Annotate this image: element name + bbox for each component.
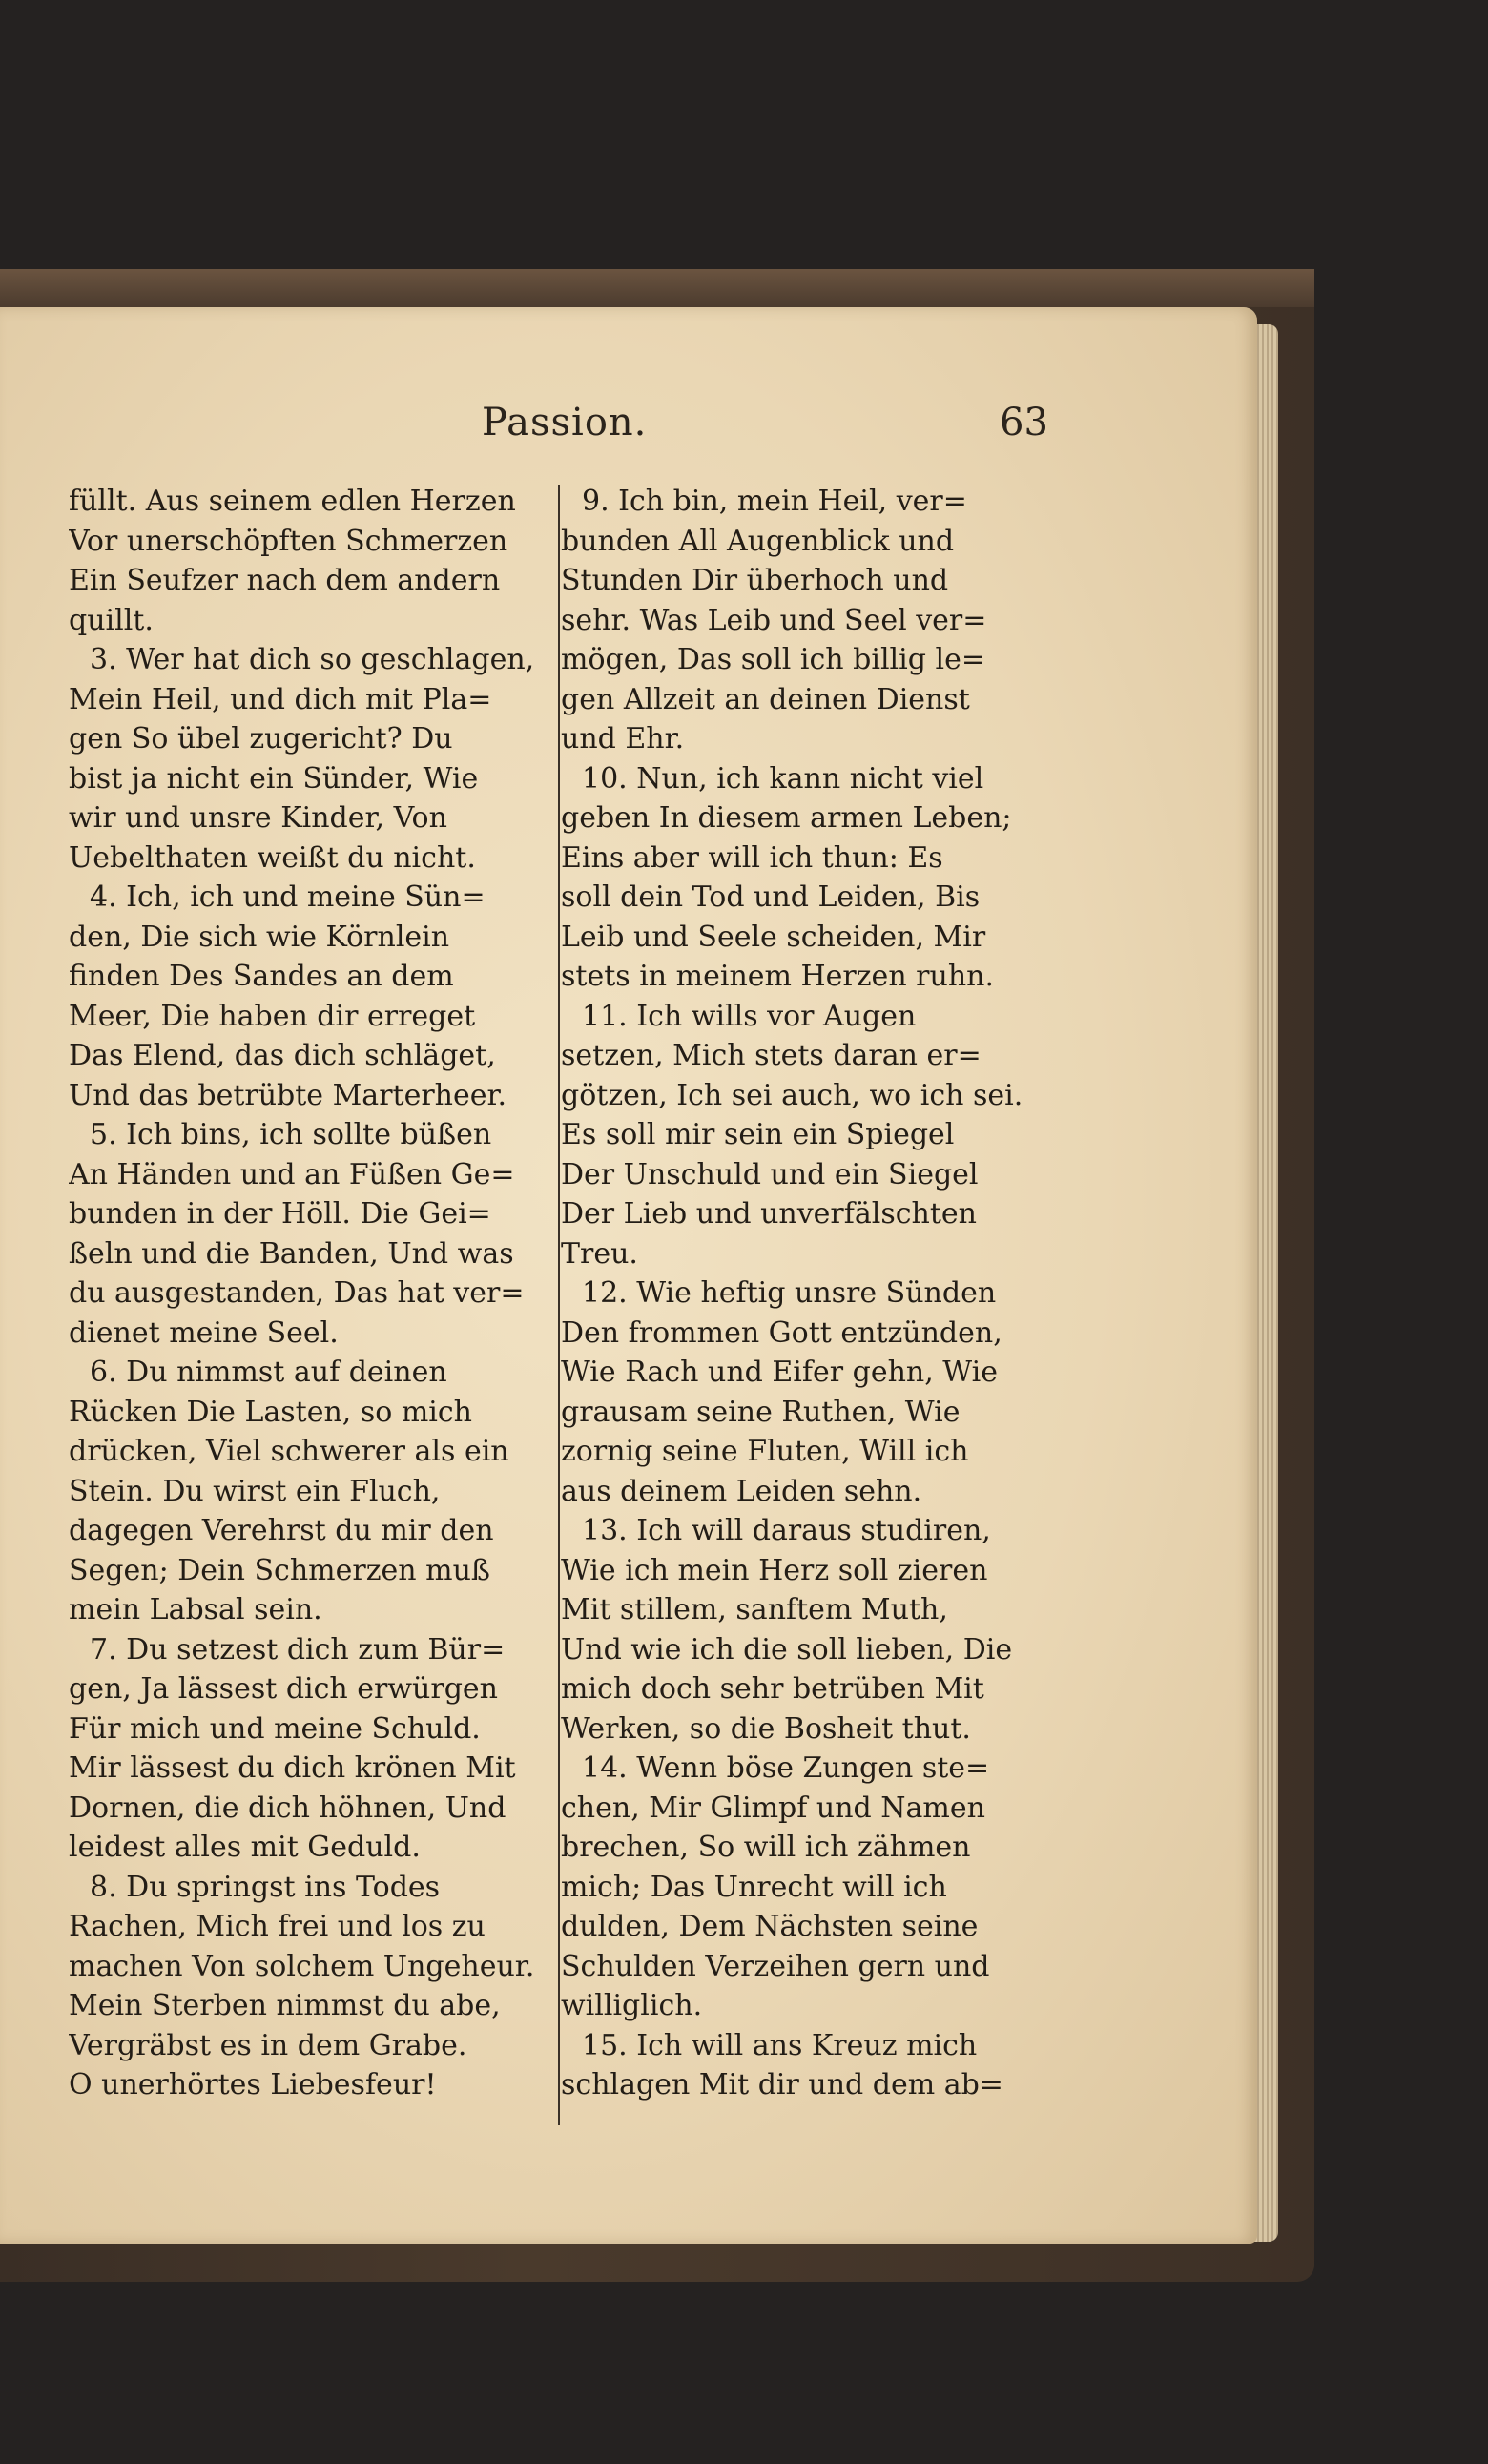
- text-line: bist ja nicht ein Sünder, Wie: [69, 761, 479, 796]
- text-line: finden Des Sandes an dem: [69, 960, 454, 993]
- text-line: stets in meinem Herzen ruhn.: [561, 960, 995, 993]
- text-line: Werken, so die Bosheit thut.: [561, 1711, 971, 1746]
- running-title: Passion.: [482, 401, 648, 445]
- text-line: Mir lässest du dich krönen Mit: [69, 1751, 516, 1785]
- text-line: Vor unerschöpften Schmerzen: [69, 524, 508, 558]
- book-top-edge: [0, 269, 1314, 307]
- text-line: mögen, Das soll ich billig le=: [561, 643, 985, 676]
- text-line: Es soll mir sein ein Spiegel: [561, 1118, 955, 1151]
- text-line: aus deinem Leiden sehn.: [561, 1474, 922, 1508]
- text-line: O unerhörtes Liebesfeur!: [69, 2068, 437, 2102]
- text-line: dulden, Dem Nächsten seine: [561, 1910, 979, 1943]
- text-line: 8. Du springst ins Todes: [90, 1870, 441, 1904]
- text-line: 14. Wenn böse Zungen ste=: [582, 1751, 990, 1785]
- text-line: bunden in der Höll. Die Gei=: [69, 1197, 491, 1231]
- text-line: und Ehr.: [561, 722, 685, 756]
- text-line: Und wie ich die soll lieben, Die: [561, 1632, 1013, 1667]
- text-line: Den frommen Gott entzünden,: [561, 1315, 1002, 1350]
- text-line: geben In diesem armen Leben;: [561, 801, 1012, 835]
- text-line: Wie ich mein Herz soll zieren: [561, 1553, 988, 1587]
- text-line: chen, Mir Glimpf und Namen: [561, 1791, 985, 1825]
- right-text-column: [561, 482, 1052, 2161]
- text-line: gen, Ja lässest dich erwürgen: [69, 1672, 498, 1706]
- text-line: zornig seine Fluten, Will ich: [561, 1435, 969, 1468]
- text-line: mein Labsal sein.: [69, 1593, 322, 1626]
- text-line: drücken, Viel schwerer als ein: [69, 1435, 509, 1468]
- text-line: den, Die sich wie Körnlein: [69, 920, 450, 954]
- left-text-column: [69, 482, 555, 2161]
- text-line: wir und unsre Kinder, Von: [69, 801, 447, 835]
- text-line: williglich.: [561, 1989, 703, 2022]
- text-line: soll dein Tod und Leiden, Bis: [561, 880, 981, 914]
- text-line: Uebelthaten weißt du nicht.: [69, 840, 476, 875]
- text-line: schlagen Mit dir und dem ab=: [561, 2068, 1003, 2102]
- text-line: Mein Sterben nimmst du abe,: [69, 1989, 501, 2022]
- text-line: gen Allzeit an deinen Dienst: [561, 682, 970, 716]
- text-line: Für mich und meine Schuld.: [69, 1711, 481, 1746]
- text-line: 4. Ich, ich und meine Sün=: [90, 880, 486, 914]
- text-line: Und das betrübte Marterheer.: [69, 1078, 507, 1112]
- text-line: 13. Ich will daraus studiren,: [582, 1514, 991, 1547]
- text-line: Stunden Dir überhoch und: [561, 564, 949, 597]
- text-line: Eins aber will ich thun: Es: [561, 840, 943, 875]
- text-line: ßeln und die Banden, Und was: [69, 1236, 514, 1271]
- text-line: Treu.: [561, 1236, 638, 1271]
- text-line: Schulden Verzeihen gern und: [561, 1949, 990, 1983]
- text-line: setzen, Mich stets daran er=: [561, 1039, 982, 1072]
- text-line: mich; Das Unrecht will ich: [561, 1870, 947, 1904]
- text-line: Wie Rach und Eifer gehn, Wie: [561, 1356, 998, 1389]
- text-line: bunden All Augenblick und: [561, 524, 955, 558]
- text-line: Der Lieb und unverfälschten: [561, 1197, 977, 1231]
- text-line: Rachen, Mich frei und los zu: [69, 1910, 486, 1943]
- text-line: Mein Heil, und dich mit Pla=: [69, 682, 492, 716]
- text-line: leidest alles mit Geduld.: [69, 1831, 421, 1864]
- text-line: Rücken Die Lasten, so mich: [69, 1395, 473, 1429]
- text-line: grausam seine Ruthen, Wie: [561, 1395, 961, 1429]
- text-line: An Händen und an Füßen Ge=: [69, 1157, 515, 1191]
- text-line: Der Unschuld und ein Siegel: [561, 1157, 979, 1191]
- text-line: brechen, So will ich zähmen: [561, 1831, 971, 1864]
- page-number: 63: [1000, 401, 1048, 445]
- text-line: füllt. Aus seinem edlen Herzen: [69, 485, 516, 518]
- text-line: quillt.: [69, 603, 154, 637]
- text-line: Mit stillem, sanftem Muth,: [561, 1593, 948, 1626]
- text-line: 6. Du nimmst auf deinen: [90, 1356, 447, 1389]
- text-line: 7. Du setzest dich zum Bür=: [90, 1632, 506, 1667]
- text-line: dagegen Verehrst du mir den: [69, 1514, 494, 1547]
- text-line: Meer, Die haben dir erreget: [69, 999, 476, 1033]
- text-line: Ein Seufzer nach dem andern: [69, 564, 501, 597]
- text-line: 15. Ich will ans Kreuz mich: [582, 2028, 978, 2062]
- text-line: gen So übel zugericht? Du: [69, 722, 453, 756]
- text-line: Dornen, die dich höhnen, Und: [69, 1791, 506, 1825]
- page-header: [0, 393, 1257, 460]
- text-line: 12. Wie heftig unsre Sünden: [582, 1276, 997, 1310]
- text-line: 10. Nun, ich kann nicht viel: [582, 761, 984, 796]
- text-line: 9. Ich bin, mein Heil, ver=: [582, 485, 967, 518]
- text-line: 5. Ich bins, ich sollte büßen: [90, 1118, 492, 1151]
- text-line: Das Elend, das dich schläget,: [69, 1039, 496, 1072]
- column-divider: [558, 485, 560, 2125]
- text-line: dienet meine Seel.: [69, 1315, 339, 1350]
- text-line: sehr. Was Leib und Seel ver=: [561, 603, 987, 637]
- text-line: mich doch sehr betrüben Mit: [561, 1672, 984, 1706]
- text-line: Stein. Du wirst ein Fluch,: [69, 1474, 441, 1508]
- text-line: du ausgestanden, Das hat ver=: [69, 1276, 525, 1310]
- text-line: machen Von solchem Ungeheur.: [69, 1949, 535, 1983]
- text-line: Vergräbst es in dem Grabe.: [69, 2028, 467, 2062]
- text-line: 3. Wer hat dich so geschlagen,: [90, 643, 535, 676]
- text-line: 11. Ich wills vor Augen: [582, 999, 917, 1033]
- text-line: Segen; Dein Schmerzen muß: [69, 1553, 490, 1587]
- text-line: götzen, Ich sei auch, wo ich sei.: [561, 1078, 1023, 1112]
- text-line: Leib und Seele scheiden, Mir: [561, 920, 986, 954]
